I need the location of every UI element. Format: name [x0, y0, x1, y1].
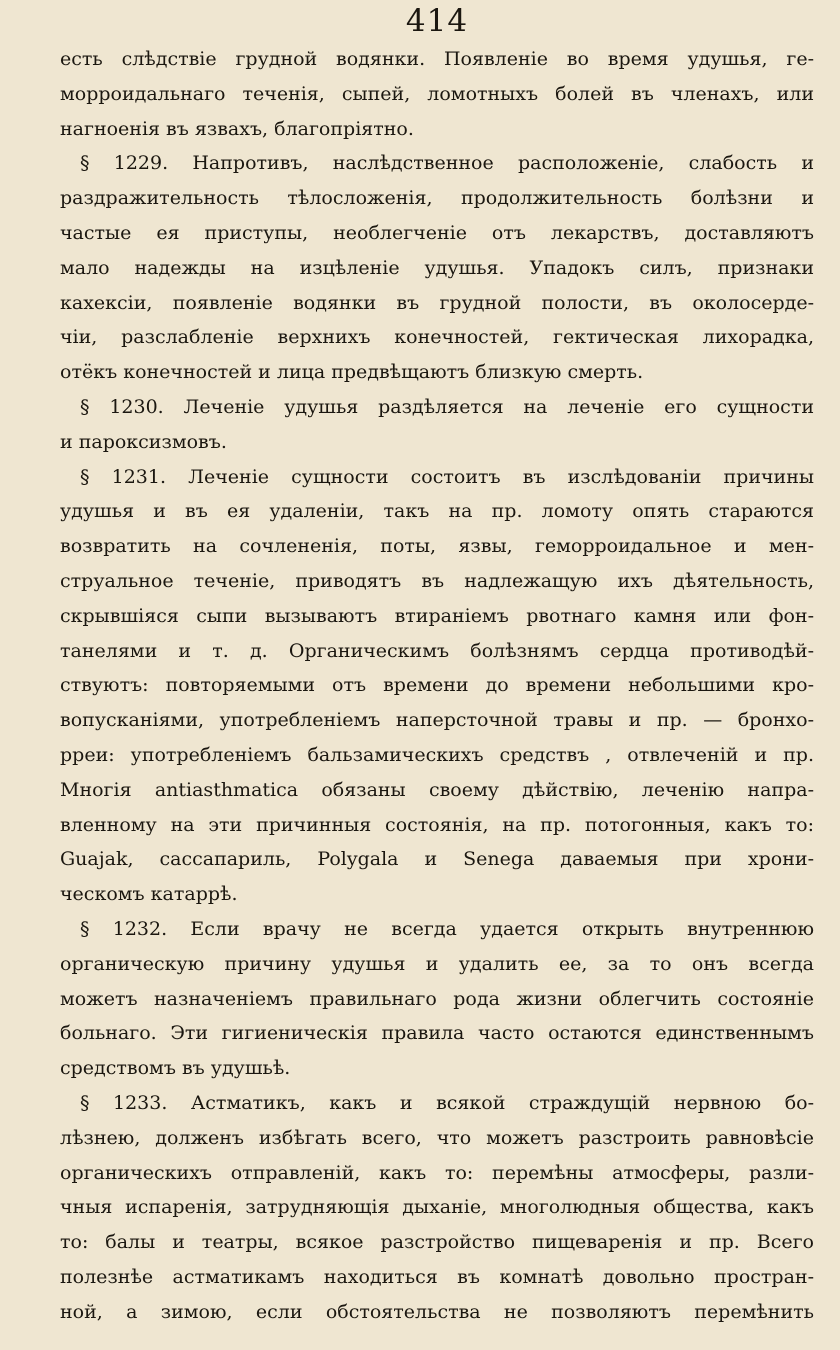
text-line: чныя испаренія, затрудняющія дыханіе, многолюдныя общества, какъ: [60, 1196, 814, 1219]
text-line: частые ея приступы, необлегченіе отъ лекарствъ, доставляютъ: [60, 221, 814, 244]
text-line: то: балы и театры, всякое разстройство пищеваренія и пр. Всего: [60, 1231, 814, 1254]
text-line: ческомъ катаррѣ.: [60, 883, 238, 906]
text-line: нагноенія въ язвахъ, благопріятно.: [60, 117, 414, 140]
text-line: § 1229. Напротивъ, наслѣдственное расположеніе, слабость и: [80, 152, 814, 175]
text-line: рреи: употребленіемъ бальзамическихъ средствъ , отвлеченій и пр.: [60, 743, 814, 766]
text-line: чіи, разслабленіе верхнихъ конечностей, гектическая лихорадка,: [60, 326, 814, 349]
text-line: полезнѣе астматикамъ находиться въ комнатѣ довольно простран-: [60, 1265, 814, 1288]
text-line: отёкъ конечностей и лица предвѣщаютъ близкую смерть.: [60, 361, 644, 384]
text-line: вопусканіями, употребленіемъ наперсточной травы и пр. — бронхо-: [60, 709, 814, 732]
text-line: мало надежды на изцѣленіе удушья. Упадокъ силъ, признаки: [60, 256, 814, 279]
text-line: Guajak, сассапариль, Polygala и Senega даваемыя при хрони-: [60, 848, 814, 871]
body-text: [60, 42, 814, 1329]
text-line: можетъ назначеніемъ правильнаго рода жизни облегчить состояніе: [60, 987, 814, 1010]
text-line: танелями и т. д. Органическимъ болѣзнямъ сердца противодѣй-: [60, 639, 814, 662]
text-line: лѣзнею, долженъ избѣгать всего, что можетъ разстроить равновѣсіе: [60, 1126, 814, 1149]
text-line: и пароксизмовъ.: [60, 430, 227, 453]
text-line: раздражительность тѣлосложенія, продолжительность болѣзни и: [60, 187, 814, 210]
text-line: § 1233. Астматикъ, какъ и всякой страждущій нервною бо-: [80, 1091, 814, 1114]
text-line: Многія antiasthmatica обязаны своему дѣйствію, леченію напра-: [60, 778, 814, 801]
text-line: больнаго. Эти гигиеническія правила часто остаются единственнымъ: [60, 1022, 814, 1045]
text-line: средствомъ въ удушьѣ.: [60, 1057, 291, 1080]
text-line: морроидальнаго теченія, сыпей, ломотныхъ болей въ членахъ, или: [60, 82, 814, 105]
text-line: кахексіи, появленіе водянки въ грудной полости, въ околосерде-: [60, 291, 814, 314]
text-line: § 1232. Если врачу не всегда удается открыть внутреннюю: [80, 917, 814, 940]
text-line: § 1230. Леченіе удушья раздѣляется на леченіе его сущности: [80, 395, 814, 418]
text-line: есть слѣдствіе грудной водянки. Появленіе во время удушья, ге-: [60, 48, 814, 70]
text-line: органическую причину удушья и удалить ее, за то онъ всегда: [60, 952, 814, 975]
text-line: струальное теченіе, приводятъ въ надлежащую ихъ дѣятельность,: [60, 569, 814, 592]
text-line: скрывшіяся сыпи вызываютъ втираніемъ рвотнаго камня или фон-: [60, 604, 814, 627]
text-line: органическихъ отправленій, какъ то: перемѣны атмосферы, разли-: [60, 1161, 814, 1184]
text-line: ствуютъ: повторяемыми отъ времени до времени небольшими кро-: [60, 674, 814, 697]
text-line: вленному на эти причинныя состоянія, на пр. потогонныя, какъ то:: [60, 813, 814, 836]
text-line: ной, а зимою, если обстоятельства не позволяютъ перемѣнить: [60, 1300, 814, 1323]
text-line: § 1231. Леченіе сущности состоитъ въ изслѣдованіи причины: [80, 465, 814, 488]
page-number: 414: [405, 3, 469, 39]
text-line: возвратить на сочлененія, поты, язвы, геморроидальное и мен-: [60, 535, 814, 558]
text-line: удушья и въ ея удаленіи, такъ на пр. ломоту опять стараются: [60, 500, 814, 523]
